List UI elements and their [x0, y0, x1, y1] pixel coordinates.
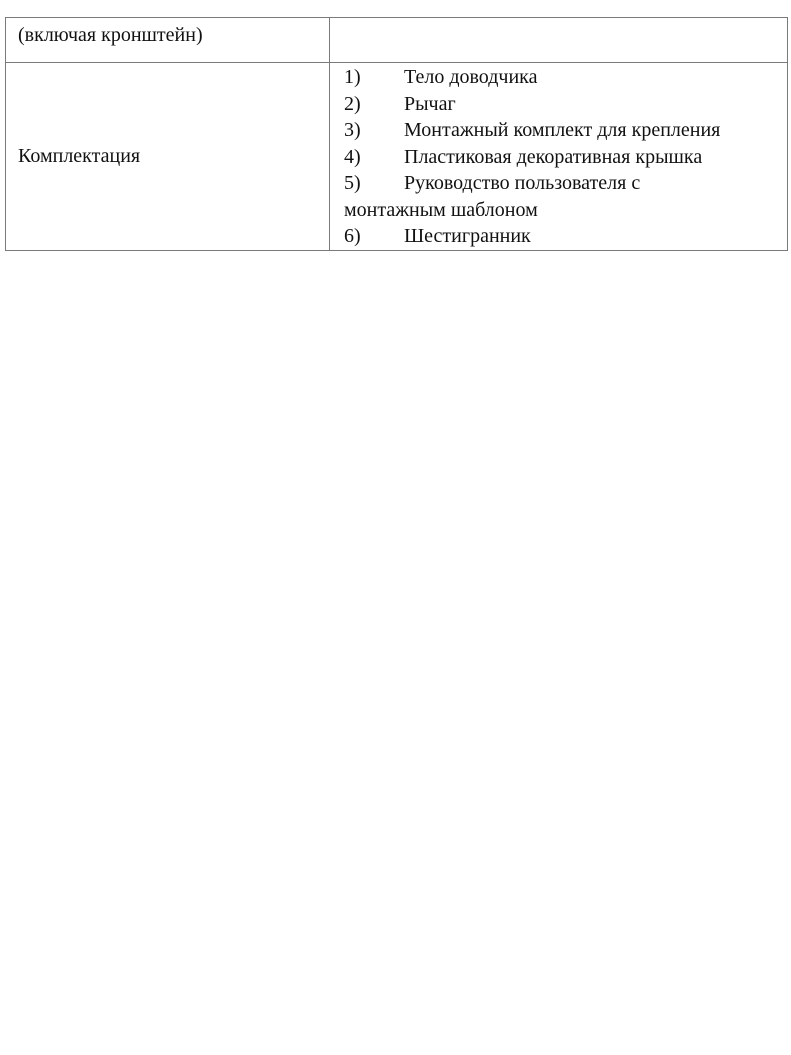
list-item-number: 2): [344, 92, 361, 115]
table-cell-label: [6, 63, 330, 251]
list-item-number: 3): [344, 119, 361, 141]
list-item-text: Пластиковая декоративная крышка: [404, 145, 703, 168]
package-contents-label: Комплектация: [18, 145, 141, 168]
table-cell-value: [330, 63, 788, 251]
list-item: [344, 64, 787, 91]
list-item-text: Монтажный комплект для крепления: [404, 119, 721, 141]
bracket-note: (включая кронштейн): [18, 24, 203, 46]
list-item-number: 5): [344, 172, 361, 194]
list-item: [344, 91, 787, 118]
list-item-text: Шестигранник: [404, 225, 531, 247]
list-item-text: Тело доводчика: [404, 66, 538, 88]
list-item-text: Рычаг: [404, 92, 456, 115]
list-item-text: Руководство пользователя с: [404, 172, 641, 194]
package-contents-list: [344, 63, 787, 250]
list-item-text-continuation: монтажным шаблоном: [344, 198, 538, 221]
table-cell-label: [6, 18, 330, 63]
spec-table: [5, 17, 788, 251]
list-item-number: 4): [344, 145, 361, 168]
list-item: [344, 223, 787, 250]
list-item-number: 6): [344, 225, 361, 247]
list-item: [344, 117, 787, 144]
table-row: [6, 63, 788, 251]
table-cell-value: [330, 18, 788, 63]
list-item: [344, 170, 787, 223]
list-item: [344, 144, 787, 171]
empty-value: [330, 18, 787, 22]
table-row: [6, 18, 788, 63]
list-item-number: 1): [344, 66, 361, 88]
